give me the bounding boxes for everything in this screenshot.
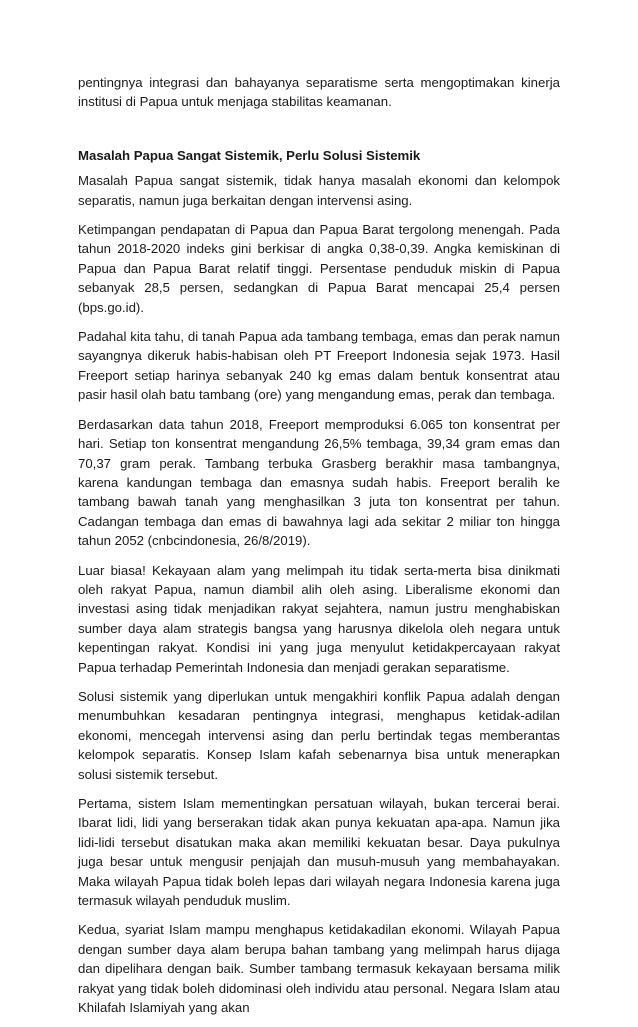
paragraph-4: Berdasarkan data tahun 2018, Freeport memproduksi 6.065 ton konsentrat per hari. Setiap ton konsentrat mengandung 26,5% tembaga, 39,34 gram emas dan 70,37 gram perak. Tambang terbuka Grasberg berakhir masa tambangnya, karena kandungan tembaga dan emasnya sudah habis. Freeport beralih ke tambang bawah tanah yang menghasilkan 3 juta ton konsentrat per tahun. Cadangan tembaga dan emas di bawahnya lagi ada sekitar 2 miliar ton hingga tahun 2052 (cnbcindonesia, 26/8/2019). bbox=[78, 416, 560, 549]
paragraph-3: Padahal kita tahu, di tanah Papua ada tambang tembaga, emas dan perak namun sayangnya dikeruk habis-habisan oleh PT Freeport Indonesia sejak 1973. Hasil Freeport setiap harinya sebanyak 240 kg emas dalam bentuk konsentrat atau pasir hasil olah batu tambang (ore) yang mengandung emas, perak dan tembaga. bbox=[78, 329, 560, 403]
paragraph-7: Pertama, sistem Islam mementingkan persatuan wilayah, bukan tercerai berai. Ibarat lidi, lidi yang berserakan tidak akan punya kekuatan apa-apa. Namun jika lidi-lidi tersebut disatukan maka akan memiliki kekuatan besar. Daya pukulnya juga besar untuk mengusir penjajah dan musuh-musuh yang membahayakan. Maka wilayah Papua tidak boleh lepas dari wilayah negara Indonesia karena juga termasuk wilayah penduduk muslim. bbox=[78, 796, 560, 909]
paragraph-8: Kedua, syariat Islam mampu menghapus ketidakadilan ekonomi. Wilayah Papua dengan sumber daya alam berupa bahan tambang yang melimpah harus dijaga dan dipelihara dengan baik. Sumber tambang termasuk kekayaan bersama milik rakyat yang tidak boleh didominasi oleh individu atau personal. Negara Islam atau Khilafah Islamiyah yang akan bbox=[78, 922, 560, 1016]
paragraph-2: Ketimpangan pendapatan di Papua dan Papua Barat tergolong menengah. Pada tahun 2018-2020 indeks gini berkisar di angka 0,38-0,39. Angka kemiskinan di Papua dan Papua Barat relatif tinggi. Persentase penduduk miskin di Papua sebanyak 28,5 persen, sedangkan di Papua Barat mencapai 25,4 persen (bps.go.id). bbox=[78, 222, 560, 315]
paragraph-6: Solusi sistemik yang diperlukan untuk mengakhiri konflik Papua adalah dengan menumbuhkan kesadaran pentingnya integrasi, menghapus ketidak-adilan ekonomi, mencegah intervensi asing dan perlu bertindak tegas memberantas kelompok separatis. Konsep Islam kafah sebenarnya bisa untuk menerapkan solusi sistemik tersebut. bbox=[78, 688, 560, 782]
paragraph-5: Luar biasa! Kekayaan alam yang melimpah itu tidak serta-merta bisa dinikmati oleh rakyat Papua, namun diambil alih oleh asing. Liberalisme ekonomi dan investasi asing tidak menjadikan rakyat sejahtera, namun justru menghabiskan sumber daya alam strategis bangsa yang harusnya dikelola oleh negara untuk kepentingan rakyat. Kondisi ini yang juga menyulut ketidakpercayaan rakyat Papua terhadap Pemerintah Indonesia dan menjadi gerakan separatisme. bbox=[78, 562, 560, 675]
intro-paragraph: pentingnya integrasi dan bahayanya separatisme serta mengoptimakan kinerja institusi di Papua untuk menjaga stabilitas keamanan. bbox=[78, 75, 560, 110]
paragraph-1: Masalah Papua sangat sistemik, tidak hanya masalah ekonomi dan kelompok separatis, namun juga berkaitan dengan intervensi asing. bbox=[78, 173, 560, 208]
section-heading: Masalah Papua Sangat Sistemik, Perlu Solusi Sistemik bbox=[78, 147, 421, 163]
document-page bbox=[78, 73, 560, 1027]
